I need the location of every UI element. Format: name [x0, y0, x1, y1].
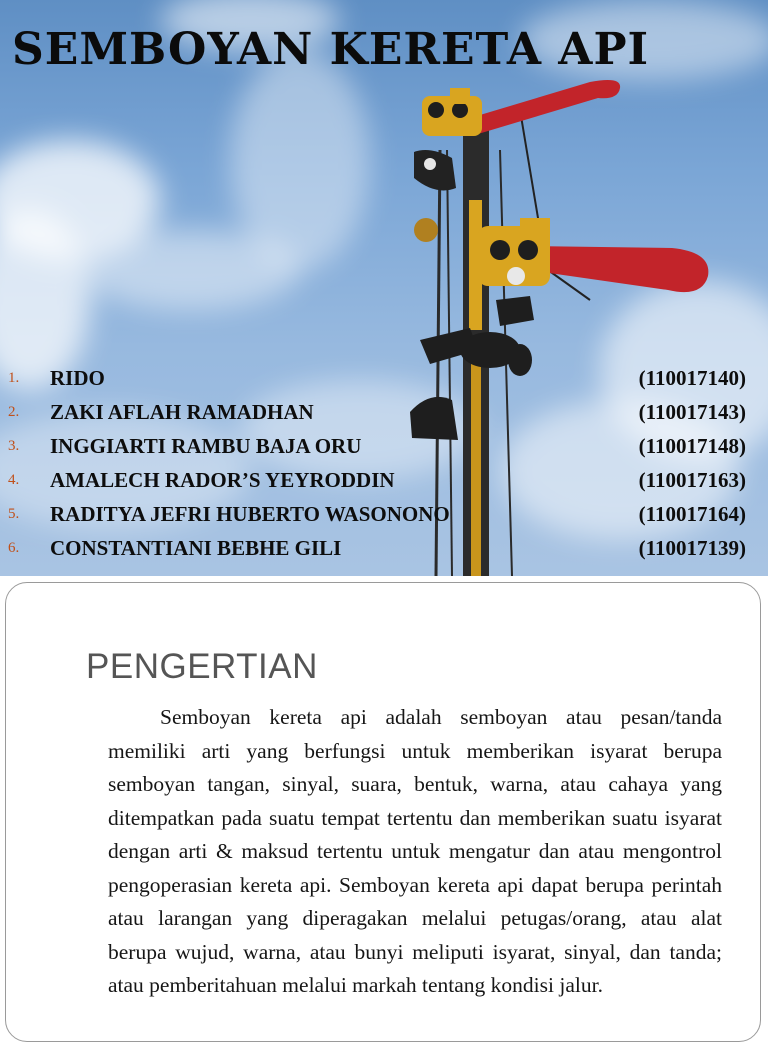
member-row — [0, 534, 768, 568]
member-name: CONSTANTIANI BEBHE GILI — [50, 536, 342, 560]
member-name: AMALECH RADOR’S YEYRODDIN — [50, 468, 395, 492]
member-id: (110017139) — [638, 536, 746, 560]
member-row — [0, 398, 768, 432]
member-number: 1. — [8, 370, 20, 386]
member-row — [0, 500, 768, 534]
lower-signal-arm — [414, 218, 708, 292]
member-number: 5. — [8, 506, 20, 522]
member-row — [0, 364, 768, 398]
member-name: RIDO — [50, 366, 105, 390]
member-number: 4. — [8, 472, 20, 488]
member-id: (110017148) — [638, 434, 746, 458]
member-name: INGGIARTI RAMBU BAJA ORU — [50, 434, 362, 458]
definition-paragraph: Semboyan kereta api adalah semboyan atau pesan/tanda memiliki arti yang berfungsi untuk memberikan isyarat berupa semboyan tangan, sinyal, suara, bentuk, warna, atau cahaya yang ditempatkan pada suatu tempat tertentu dan memberikan suatu isyarat dengan arti & maksud tertentu untuk mengatur dan atau mengontrol pengoperasian kereta api. Semboyan kereta api dapat berupa perintah atau larangan yang diperagakan melalui petugas/orang, atau alat berupa wujud, warna, atau bunyi meliputi isyarat, sinyal, dan tanda; atau pemberitahuan melalui markah tentang kondisi jalur. — [108, 705, 722, 997]
slide-title: SEMBOYAN KERETA API — [12, 24, 650, 75]
upper-signal-arm — [414, 80, 620, 190]
member-number: 6. — [8, 540, 20, 556]
member-row — [0, 432, 768, 466]
section-heading: PENGERTIAN — [86, 647, 318, 686]
member-id: (110017164) — [638, 502, 746, 526]
definition-slide — [5, 582, 761, 1042]
member-number: 3. — [8, 438, 20, 454]
member-number: 2. — [8, 404, 20, 420]
member-name: RADITYA JEFRI HUBERTO WASONONO — [50, 502, 450, 526]
member-row — [0, 466, 768, 500]
member-id: (110017163) — [638, 468, 746, 492]
member-id: (110017140) — [638, 366, 746, 390]
member-name: ZAKI AFLAH RAMADHAN — [50, 400, 314, 424]
member-id: (110017143) — [638, 400, 746, 424]
